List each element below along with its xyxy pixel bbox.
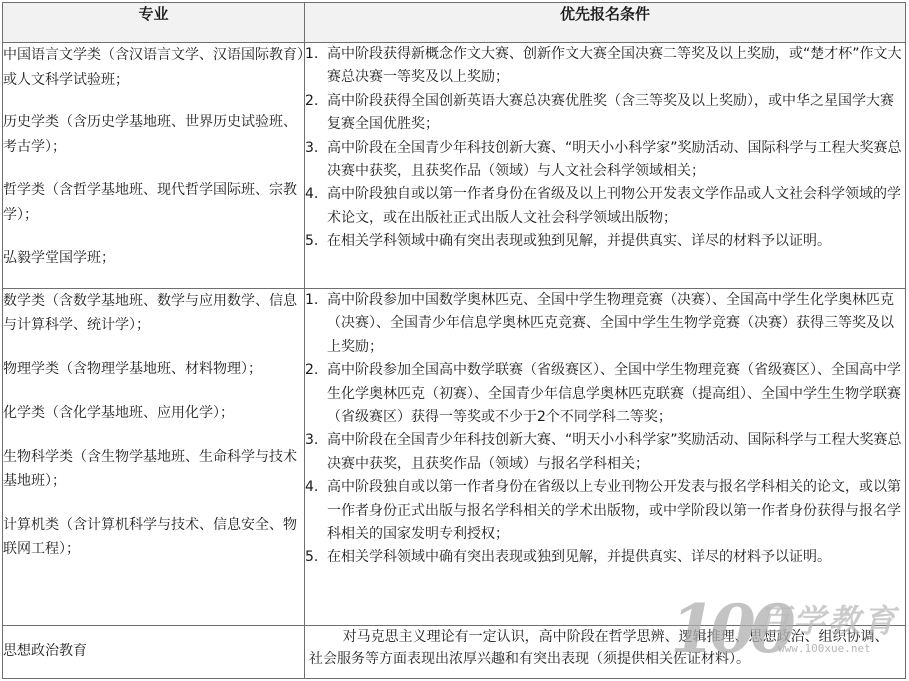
condition-text: 在相关学科领域中确有突出表现或独到见解，并提供真实、详尽的材料予以证明。 — [327, 233, 831, 250]
table-header-row — [3, 3, 906, 43]
majors-cell — [3, 626, 305, 679]
condition-number: 4. — [305, 186, 319, 203]
major-item: 哲学类（含哲学基地班、现代哲学国际班、宗教学）； — [3, 182, 297, 223]
condition-text: 高中阶段参加全国高中数学联赛（省级赛区）、全国中学生物理竞赛（省级赛区）、全国高中学生化学奥林匹克（初赛）、全国青少年信息学奥林匹克联赛（提高组）、全国中学生生物学联赛（省级赛区）获得一等奖或不少于2个不同学科二等奖； — [327, 362, 901, 426]
major-item: 历史学类（含历史学基地班、世界历史试验班、考古学）； — [3, 114, 297, 155]
conditions-cell — [305, 289, 906, 626]
condition-item — [305, 359, 905, 429]
condition-number: 1. — [305, 46, 319, 62]
header-conditions: 优先报名条件 — [305, 3, 906, 43]
major-item: 计算机类（含计算机科学与技术、信息安全、物联网工程）； — [3, 517, 297, 557]
condition-item — [305, 183, 905, 230]
condition-item — [305, 43, 905, 90]
condition-text: 高中阶段独自或以第一作者身份在省级以上专业刊物公开发表与报名学科相关的论文，或以第一作者身份正式出版与报名学科相关的学术出版物，或中学阶段以第一作者身份获得与报名学科相关的国家发明专利授权； — [327, 479, 901, 543]
major-item: 中国语言文学类（含汉语言文学、汉语国际教育）或人文科学试验班； — [3, 47, 304, 88]
condition-number: 3. — [305, 432, 319, 449]
major-item: 思想政治教育 — [3, 643, 87, 659]
major-item: 生物科学类（含生物学基地班、生命科学与技术基地班）； — [3, 449, 297, 489]
condition-text: 高中阶段在全国青少年科技创新大赛、“明天小小科学家”奖励活动、国际科学与工程大奖赛总决赛中获奖，且获奖作品（领域）与人文社会科学领域相关； — [327, 139, 902, 180]
condition-number: 1. — [305, 292, 319, 308]
condition-item — [305, 137, 905, 184]
watermark-number: 100 — [670, 590, 790, 668]
header-major: 专业 — [3, 3, 305, 43]
condition-number: 5. — [305, 549, 319, 566]
condition-text: 高中阶段获得全国创新英语大赛总决赛优胜奖（含三等奖及以上奖励），或中华之星国学大赛复赛全国优胜奖； — [327, 92, 894, 133]
condition-text: 高中阶段参加中国数学奥林匹克、全国中学生物理竞赛（决赛）、全国高中学生化学奥林匹克（决赛）、全国青少年信息学奥林匹克竞赛、全国中学生生物学竞赛（决赛）获得三等奖及以上奖励； — [327, 292, 894, 355]
condition-text: 高中阶段获得新概念作文大赛、创新作文大赛全国决赛二等奖及以上奖励，或“楚才杯”作文大赛总决赛一等奖及以上奖励； — [327, 46, 902, 86]
majors-cell — [3, 43, 305, 289]
major-item: 数学类（含数学基地班、数学与应用数学、信息与计算科学、统计学）； — [3, 293, 297, 333]
admission-conditions-table — [2, 2, 906, 679]
condition-number: 2. — [305, 362, 319, 379]
major-item: 物理学类（含物理学基地班、材料物理）； — [3, 361, 262, 377]
watermark-name: 百学教育 — [758, 602, 899, 640]
condition-number: 3. — [305, 139, 319, 156]
condition-item — [305, 429, 905, 476]
condition-item — [305, 476, 905, 546]
condition-item — [305, 90, 905, 137]
major-item: 化学类（含化学基地班、应用化学）； — [3, 405, 234, 421]
condition-number: 2. — [305, 92, 319, 109]
condition-text: 高中阶段独自或以第一作者身份在省级及以上刊物公开发表文学作品或人文社会科学领域的学术论文，或在出版社正式出版人文社会科学领域出版物； — [327, 186, 901, 226]
condition-item — [305, 546, 905, 569]
majors-cell — [3, 289, 305, 626]
watermark-url: www.100xue.net — [778, 642, 871, 655]
condition-item — [305, 230, 905, 253]
condition-text: 高中阶段在全国青少年科技创新大赛、“明天小小科学家”奖励活动、国际科学与工程大奖赛总决赛中获奖，且获奖作品（领域）与报名学科相关； — [327, 432, 902, 472]
condition-number: 5. — [305, 233, 319, 250]
condition-text: 在相关学科领域中确有突出表现或独到见解，并提供真实、详尽的材料予以证明。 — [327, 549, 831, 566]
condition-text: 对马克思主义理论有一定认识，高中阶段在哲学思辨、逻辑推理、思想政治、组织协调、社会服务等方面表现出浓厚兴趣和有突出表现（须提供相关佐证材料）。 — [309, 629, 889, 667]
condition-number: 4. — [305, 479, 319, 496]
table-row — [3, 289, 906, 626]
major-item: 弘毅学堂国学班； — [3, 250, 115, 266]
condition-item — [305, 289, 905, 359]
table-row — [3, 43, 906, 289]
conditions-cell — [305, 43, 906, 289]
watermark-logo — [670, 590, 902, 672]
